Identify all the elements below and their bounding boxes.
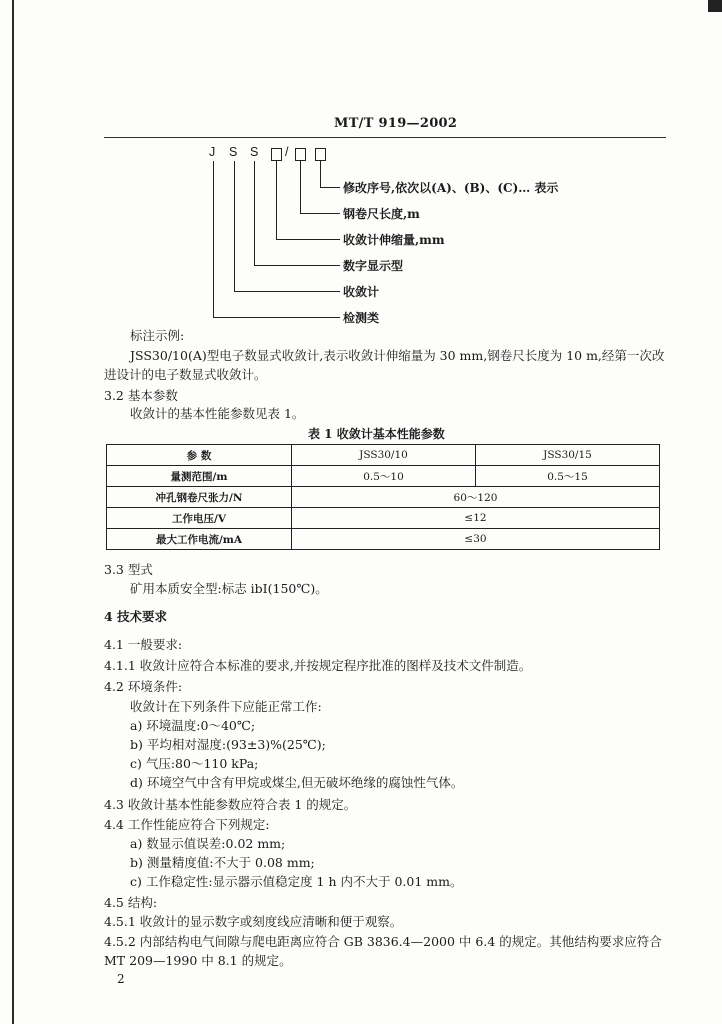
table-cell-param: 工作电压/V bbox=[107, 508, 292, 529]
list-item: d) 环境空气中含有甲烷或煤尘,但无破坏绝缘的腐蚀性气体。 bbox=[130, 775, 464, 790]
table-cell-param: 最大工作电流/mA bbox=[107, 529, 292, 550]
table-row bbox=[107, 466, 660, 487]
section-4-1: 4.1 一般要求: bbox=[104, 637, 183, 652]
section-4-2: 4.2 环境条件: bbox=[104, 679, 183, 694]
table-cell-param: 冲孔钢卷尺张力/N bbox=[107, 487, 292, 508]
section-3-2-text: 收敛计的基本性能参数见表 1。 bbox=[130, 406, 305, 421]
code-label-tape-length: 钢卷尺长度,m bbox=[343, 207, 420, 221]
standard-number: MT/T 919—2002 bbox=[334, 116, 458, 131]
code-label-detection: 检测类 bbox=[343, 311, 380, 325]
table-1 bbox=[106, 444, 660, 550]
section-4-heading: 4 技术要求 bbox=[104, 609, 168, 624]
table-cell-value: 60～120 bbox=[292, 487, 660, 508]
table-cell-value: 0.5～10 bbox=[292, 466, 476, 487]
example-line-2: 进设计的电子数显式收敛计。 bbox=[104, 367, 267, 382]
list-item: c) 气压:80～110 kPa; bbox=[130, 756, 259, 771]
table-row bbox=[107, 487, 660, 508]
list-item: c) 工作稳定性:显示器示值稳定度 1 h 内不大于 0.01 mm。 bbox=[130, 874, 463, 889]
example-line-1: JSS30/10(A)型电子数显式收敛计,表示收敛计伸缩量为 30 mm,钢卷尺长度为 10 m,经第一次改 bbox=[130, 348, 665, 363]
scan-corner-mark bbox=[708, 0, 722, 12]
table-1-caption: 表 1 收敛计基本性能参数 bbox=[308, 427, 445, 441]
table-header-model-15: JSS30/15 bbox=[476, 445, 660, 466]
table-cell-param: 量测范围/m bbox=[107, 466, 292, 487]
table-row bbox=[107, 508, 660, 529]
list-item: b) 平均相对湿度:(93±3)%(25℃); bbox=[130, 737, 326, 752]
section-4-5-2-line-2: MT 209—1990 中 8.1 的规定。 bbox=[104, 953, 292, 968]
header-rule bbox=[104, 137, 666, 138]
section-4-4: 4.4 工作性能应符合下列规定: bbox=[104, 817, 270, 832]
code-label-digital: 数字显示型 bbox=[343, 259, 404, 273]
example-heading: 标注示例: bbox=[130, 328, 185, 343]
code-letter-j: J bbox=[209, 145, 216, 159]
code-label-revision: 修改序号,依次以(A)、(B)、(C)… 表示 bbox=[343, 181, 559, 195]
code-label-stroke: 收敛计伸缩量,mm bbox=[343, 233, 445, 247]
page-number: 2 bbox=[117, 972, 125, 986]
section-4-5-2-line-1: 4.5.2 内部结构电气间隙与爬电距离应符合 GB 3836.4—2000 中 6.4 的规定。其他结构要求应符合 bbox=[104, 934, 662, 949]
section-4-5-1: 4.5.1 收敛计的显示数字或刻度线应清晰和便于观察。 bbox=[104, 914, 403, 929]
section-4-1-1: 4.1.1 收敛计应符合本标准的要求,并按规定程序批准的图样及技术文件制造。 bbox=[104, 658, 532, 673]
section-4-3: 4.3 收敛计基本性能参数应符合表 1 的规定。 bbox=[104, 797, 357, 812]
section-3-2-heading: 3.2 基本参数 bbox=[104, 388, 178, 403]
scan-edge-line bbox=[12, 0, 14, 1024]
code-letter-s1: S bbox=[229, 145, 238, 159]
list-item: a) 数显示值误差:0.02 mm; bbox=[130, 836, 286, 851]
code-box-revision bbox=[315, 148, 326, 161]
code-slash: / bbox=[285, 145, 289, 159]
section-3-3-heading: 3.3 型式 bbox=[104, 562, 153, 577]
table-cell-value: ≤12 bbox=[292, 508, 660, 529]
code-box-stroke bbox=[271, 148, 282, 161]
code-letter-s2: S bbox=[250, 145, 259, 159]
section-4-5: 4.5 结构: bbox=[104, 895, 158, 910]
table-header-param: 参 数 bbox=[107, 445, 292, 466]
code-label-convergence: 收敛计 bbox=[343, 285, 380, 299]
section-4-2-intro: 收敛计在下列条件下应能正常工作: bbox=[130, 699, 322, 714]
table-header-model-10: JSS30/10 bbox=[292, 445, 476, 466]
code-box-length bbox=[295, 148, 306, 161]
table-row bbox=[107, 529, 660, 550]
section-3-3-text: 矿用本质安全型:标志 ibI(150℃)。 bbox=[130, 581, 328, 596]
list-item: b) 测量精度值:不大于 0.08 mm; bbox=[130, 855, 315, 870]
list-item: a) 环境温度:0～40℃; bbox=[130, 718, 256, 733]
table-cell-value: 0.5～15 bbox=[476, 466, 660, 487]
table-cell-value: ≤30 bbox=[292, 529, 660, 550]
table-header-row bbox=[107, 445, 660, 466]
